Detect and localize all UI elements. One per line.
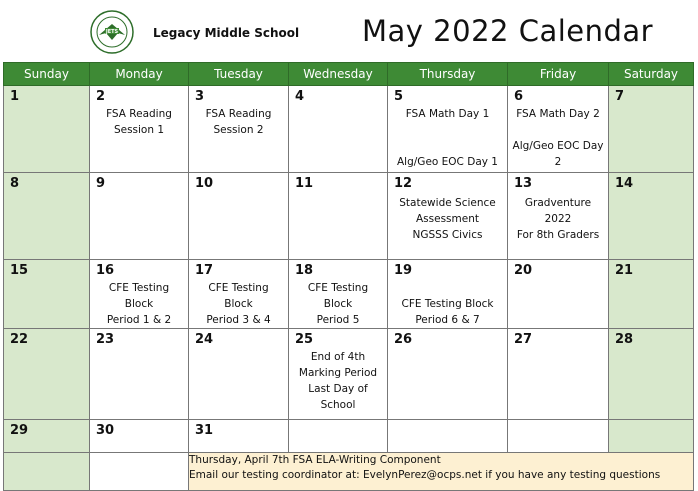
event-line: Statewide Science (399, 197, 496, 209)
day-cell-thursday (388, 260, 508, 329)
event-line: End of 4th (310, 351, 366, 363)
day-events (90, 280, 188, 328)
day-number: 10 (195, 176, 214, 191)
day-cell-saturday (609, 260, 694, 329)
day-cell-saturday (609, 173, 694, 260)
calendar-header (0, 0, 698, 62)
day-number: 28 (615, 332, 634, 347)
weekday-tuesday: Tuesday (189, 63, 289, 86)
event-line: CFE Testing Block (401, 298, 494, 310)
weekday-monday: Monday (90, 63, 189, 86)
day-cell-wednesday (289, 173, 388, 260)
day-number: 30 (96, 423, 115, 438)
event-line (388, 122, 507, 138)
event-line: Assessment (416, 213, 479, 225)
day-events (508, 106, 608, 170)
day-number: 21 (615, 263, 634, 278)
day-cell-tuesday (189, 86, 289, 173)
weekday-wednesday: Wednesday (289, 63, 388, 86)
day-number: 20 (514, 263, 533, 278)
week-row (4, 86, 694, 173)
school-logo (90, 10, 134, 54)
event-line: Period 3 & 4 (206, 314, 271, 326)
day-cell-tuesday (189, 420, 289, 453)
day-number: 19 (394, 263, 413, 278)
day-number: 3 (195, 89, 205, 104)
day-number: 8 (10, 176, 20, 191)
event-line: CFE Testing (208, 282, 269, 294)
event-line: Block (124, 298, 154, 310)
day-cell-wednesday (289, 86, 388, 173)
day-cell-friday (508, 260, 609, 329)
event-line: FSA Math Day 1 (405, 108, 490, 120)
event-line: FSA Math Day 2 (516, 108, 600, 120)
event-line: Alg/Geo EOC Day 1 (397, 156, 498, 168)
day-cell-sunday (4, 173, 90, 260)
day-events (388, 280, 507, 328)
day-events (289, 280, 387, 328)
day-cell-sunday (4, 420, 90, 453)
day-cell-friday (508, 329, 609, 420)
day-number: 29 (10, 423, 29, 438)
note-fsa-writing: Thursday, April 7th FSA ELA-Writing Component (189, 454, 441, 466)
day-number: 24 (195, 332, 214, 347)
event-line: Alg/Geo EOC Day (512, 140, 604, 152)
day-number: 27 (514, 332, 533, 347)
notes-box (189, 453, 694, 491)
day-events (189, 280, 288, 328)
week-row (4, 329, 694, 420)
day-cell-sunday (4, 260, 90, 329)
day-cell-wednesday (289, 420, 388, 453)
day-number: 25 (295, 332, 314, 347)
event-line: 2022 (544, 213, 572, 225)
weekday-friday: Friday (508, 63, 609, 86)
note-testing-contact: Email our testing coordinator at: EvelynPerez@ocps.net if you have any testing questions (189, 469, 661, 481)
day-number: 4 (295, 89, 305, 104)
event-line: Last Day of (308, 383, 368, 395)
event-line (508, 122, 608, 138)
day-cell-friday (508, 173, 609, 260)
event-line: FSA Reading (205, 108, 272, 120)
day-cell-friday (508, 420, 609, 453)
day-cell-monday (90, 173, 189, 260)
event-line: Period 6 & 7 (415, 314, 480, 326)
day-cell-saturday (609, 329, 694, 420)
event-line: Session 2 (213, 124, 264, 136)
day-number: 18 (295, 263, 314, 278)
week-row (4, 420, 694, 453)
day-number: 26 (394, 332, 413, 347)
day-number: 2 (96, 89, 106, 104)
day-cell-monday (90, 329, 189, 420)
day-number: 9 (96, 176, 106, 191)
day-cell-monday (90, 260, 189, 329)
day-number: 22 (10, 332, 29, 347)
week-row (4, 260, 694, 329)
weekday-thursday: Thursday (388, 63, 508, 86)
day-number: 1 (10, 89, 20, 104)
day-cell-thursday (388, 86, 508, 173)
day-number: 7 (615, 89, 625, 104)
day-cell-wednesday (289, 329, 388, 420)
day-cell-tuesday (189, 173, 289, 260)
event-line: Session 1 (113, 124, 165, 136)
day-number: 11 (295, 176, 314, 191)
day-cell-monday (90, 420, 189, 453)
day-number: 31 (195, 423, 214, 438)
day-cell-friday (508, 86, 609, 173)
event-line (388, 280, 507, 296)
event-line: Period 5 (316, 314, 360, 326)
event-line: Marking Period (298, 367, 378, 379)
day-events (388, 195, 507, 243)
day-cell-saturday (609, 420, 694, 453)
calendar-title: May 2022 Calendar (362, 14, 654, 48)
day-cell-tuesday (189, 329, 289, 420)
day-cell-thursday (388, 173, 508, 260)
day-cell-sunday (4, 86, 90, 173)
calendar-grid (3, 62, 694, 491)
event-line: Gradventure (524, 197, 592, 209)
event-line: Period 1 & 2 (106, 314, 172, 326)
weekday-saturday: Saturday (609, 63, 694, 86)
event-line: Block (224, 298, 253, 310)
day-events (388, 106, 507, 170)
day-number: 23 (96, 332, 115, 347)
event-line: CFE Testing (108, 282, 170, 294)
notes-spacer-monday (90, 453, 189, 491)
day-cell-wednesday (289, 260, 388, 329)
event-line: 2 (554, 156, 562, 168)
day-cell-saturday (609, 86, 694, 173)
day-number: 5 (394, 89, 404, 104)
event-line: FSA Reading (106, 108, 172, 120)
day-events (90, 106, 188, 138)
day-events (508, 195, 608, 243)
weekday-header-row (4, 63, 694, 86)
day-number: 16 (96, 263, 115, 278)
day-number: 14 (615, 176, 634, 191)
week-row (4, 173, 694, 260)
day-number: 17 (195, 263, 214, 278)
day-cell-thursday (388, 329, 508, 420)
day-cell-monday (90, 86, 189, 173)
svg-text:JETS: JETS (105, 29, 119, 35)
event-line: CFE Testing (307, 282, 369, 294)
event-line: School (320, 399, 356, 411)
day-cell-sunday (4, 329, 90, 420)
day-number: 15 (10, 263, 29, 278)
school-name: Legacy Middle School (153, 26, 300, 40)
weekday-sunday: Sunday (4, 63, 90, 86)
day-cell-tuesday (189, 260, 289, 329)
notes-spacer-sunday (4, 453, 90, 491)
day-events (289, 349, 387, 413)
event-line: NGSSS Civics (412, 229, 483, 241)
day-cell-thursday (388, 420, 508, 453)
day-number: 13 (514, 176, 533, 191)
day-number: 12 (394, 176, 413, 191)
day-number: 6 (514, 89, 524, 104)
event-line (388, 138, 507, 154)
event-line: For 8th Graders (516, 229, 600, 241)
day-events (189, 106, 288, 138)
event-line: Block (323, 298, 353, 310)
notes-row (4, 453, 694, 491)
